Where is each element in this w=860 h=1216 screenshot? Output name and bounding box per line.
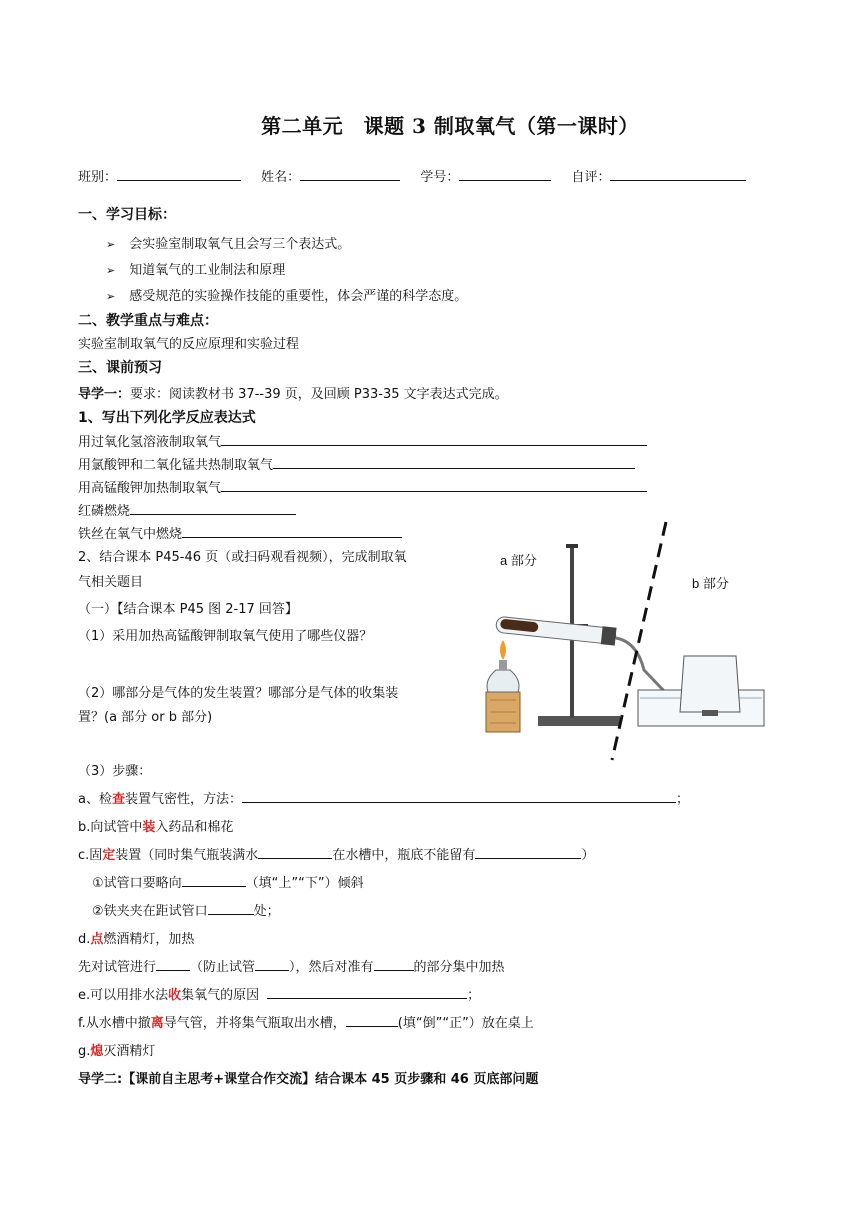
- blank[interactable]: [208, 900, 254, 915]
- equation-blank[interactable]: [130, 500, 296, 515]
- equation-line: 用过氧化氢溶液制取氧气: [78, 431, 647, 450]
- equation-line: 红磷燃烧: [78, 500, 296, 519]
- page-title: 第二单元 课题 3 制取氧气（第一课时）: [261, 114, 639, 138]
- step-b: b.向试管中装入药品和棉花: [78, 820, 234, 835]
- eval-blank[interactable]: [610, 166, 746, 181]
- gas-bottle-icon: [680, 656, 740, 712]
- number-blank[interactable]: [459, 166, 551, 181]
- equation-line: 铁丝在氧气中燃烧: [78, 523, 402, 542]
- step-c1: ①试管口要略向 （填“上”“下”）倾斜: [92, 872, 364, 891]
- step-f: f.从水槽中撤离导气管，并将集气瓶取出水槽， (填“倒”“正”）放在桌上: [78, 1012, 534, 1031]
- section2-heading: 二、教学重点与难点：: [78, 313, 218, 329]
- stand-base-icon: [538, 716, 620, 726]
- q1-heading: 1、写出下列化学反应表达式: [78, 410, 256, 426]
- q2-line2: 气相关题目: [78, 575, 144, 590]
- q2-sub3b: 置？(a 部分 or b 部分): [78, 710, 213, 725]
- objective-item: ➢ 会实验室制取氧气且会写三个表达式。: [106, 237, 351, 252]
- guide1-text: 要求：阅读教材书 37--39 页，及回顾 P33-35 文字表达式完成。: [130, 387, 508, 402]
- eval-label: 自评：: [571, 170, 611, 185]
- equation-blank[interactable]: [221, 431, 647, 446]
- step-c: c.固定装置（同时集气瓶装满水 在水槽中，瓶底不能留有 ）: [78, 844, 594, 863]
- objective-item: ➢ 感受规范的实验操作技能的重要性，体会严谨的科学态度。: [106, 289, 468, 304]
- equation-blank[interactable]: [182, 523, 402, 538]
- b-part-label: b 部分: [692, 576, 729, 591]
- equation-blank[interactable]: [221, 477, 647, 492]
- guide1-label: 导学一：: [78, 387, 131, 402]
- section3-heading: 三、课前预习: [78, 360, 162, 376]
- q2-sub1: （一）【结合课本 P45 图 2-17 回答】: [78, 602, 298, 617]
- method-blank[interactable]: [242, 788, 676, 803]
- steps-heading: （3）步骤：: [78, 764, 152, 779]
- equation-blank[interactable]: [273, 454, 635, 469]
- blank[interactable]: [182, 872, 246, 887]
- section1-heading: 一、学习目标：: [78, 207, 176, 223]
- a-part-label: a 部分: [500, 553, 537, 568]
- step-a: a、检查装置气密性，方法： ；: [78, 788, 689, 807]
- number-label: 学号：: [420, 170, 460, 185]
- q2-line1: 2、结合课本 P45-46 页（或扫码观看视频），完成制取氧: [78, 550, 407, 565]
- info-row: [78, 166, 746, 185]
- objective-item: ➢ 知道氧气的工业制法和原理: [106, 263, 286, 278]
- blank[interactable]: [475, 844, 581, 859]
- name-label: 姓名：: [261, 170, 301, 185]
- blank[interactable]: [346, 1012, 398, 1027]
- class-blank[interactable]: [117, 166, 241, 181]
- equation-line: 用高锰酸钾加热制取氧气: [78, 477, 647, 496]
- blank[interactable]: [258, 844, 332, 859]
- arrow-bullet-icon: ➢: [106, 290, 116, 303]
- step-d: d.点燃酒精灯，加热: [78, 932, 195, 947]
- name-blank[interactable]: [300, 166, 400, 181]
- class-label: 班别：: [78, 170, 118, 185]
- guide2: 导学二:【课前自主思考+课堂合作交流】结合课本 45 页步骤和 46 页底部问题: [78, 1072, 539, 1087]
- arrow-bullet-icon: ➢: [106, 238, 116, 251]
- apparatus-figure: [462, 520, 774, 764]
- equation-line: 用氯酸钾和二氧化锰共热制取氧气: [78, 454, 635, 473]
- step-g: g.熄灭酒精灯: [78, 1044, 156, 1059]
- blank[interactable]: [156, 956, 190, 971]
- arrow-bullet-icon: ➢: [106, 264, 116, 277]
- step-c2: ②铁夹夹在距试管口 处；: [92, 900, 280, 919]
- q2-sub3a: （2）哪部分是气体的发生装置？哪部分是气体的收集装: [78, 686, 399, 701]
- section2-text: 实验室制取氧气的反应原理和实验过程: [78, 337, 300, 352]
- guide1: [78, 383, 508, 402]
- blank[interactable]: [255, 956, 289, 971]
- q2-sub2: （1）采用加热高锰酸钾制取氧气使用了哪些仪器？: [78, 629, 373, 644]
- step-d2: 先对试管进行 （防止试管 ），然后对准有 的部分集中加热: [78, 956, 505, 975]
- reason-blank[interactable]: [267, 984, 467, 999]
- blank[interactable]: [374, 956, 414, 971]
- step-e: e.可以用排水法收集氧气的原因 ；: [78, 984, 480, 1003]
